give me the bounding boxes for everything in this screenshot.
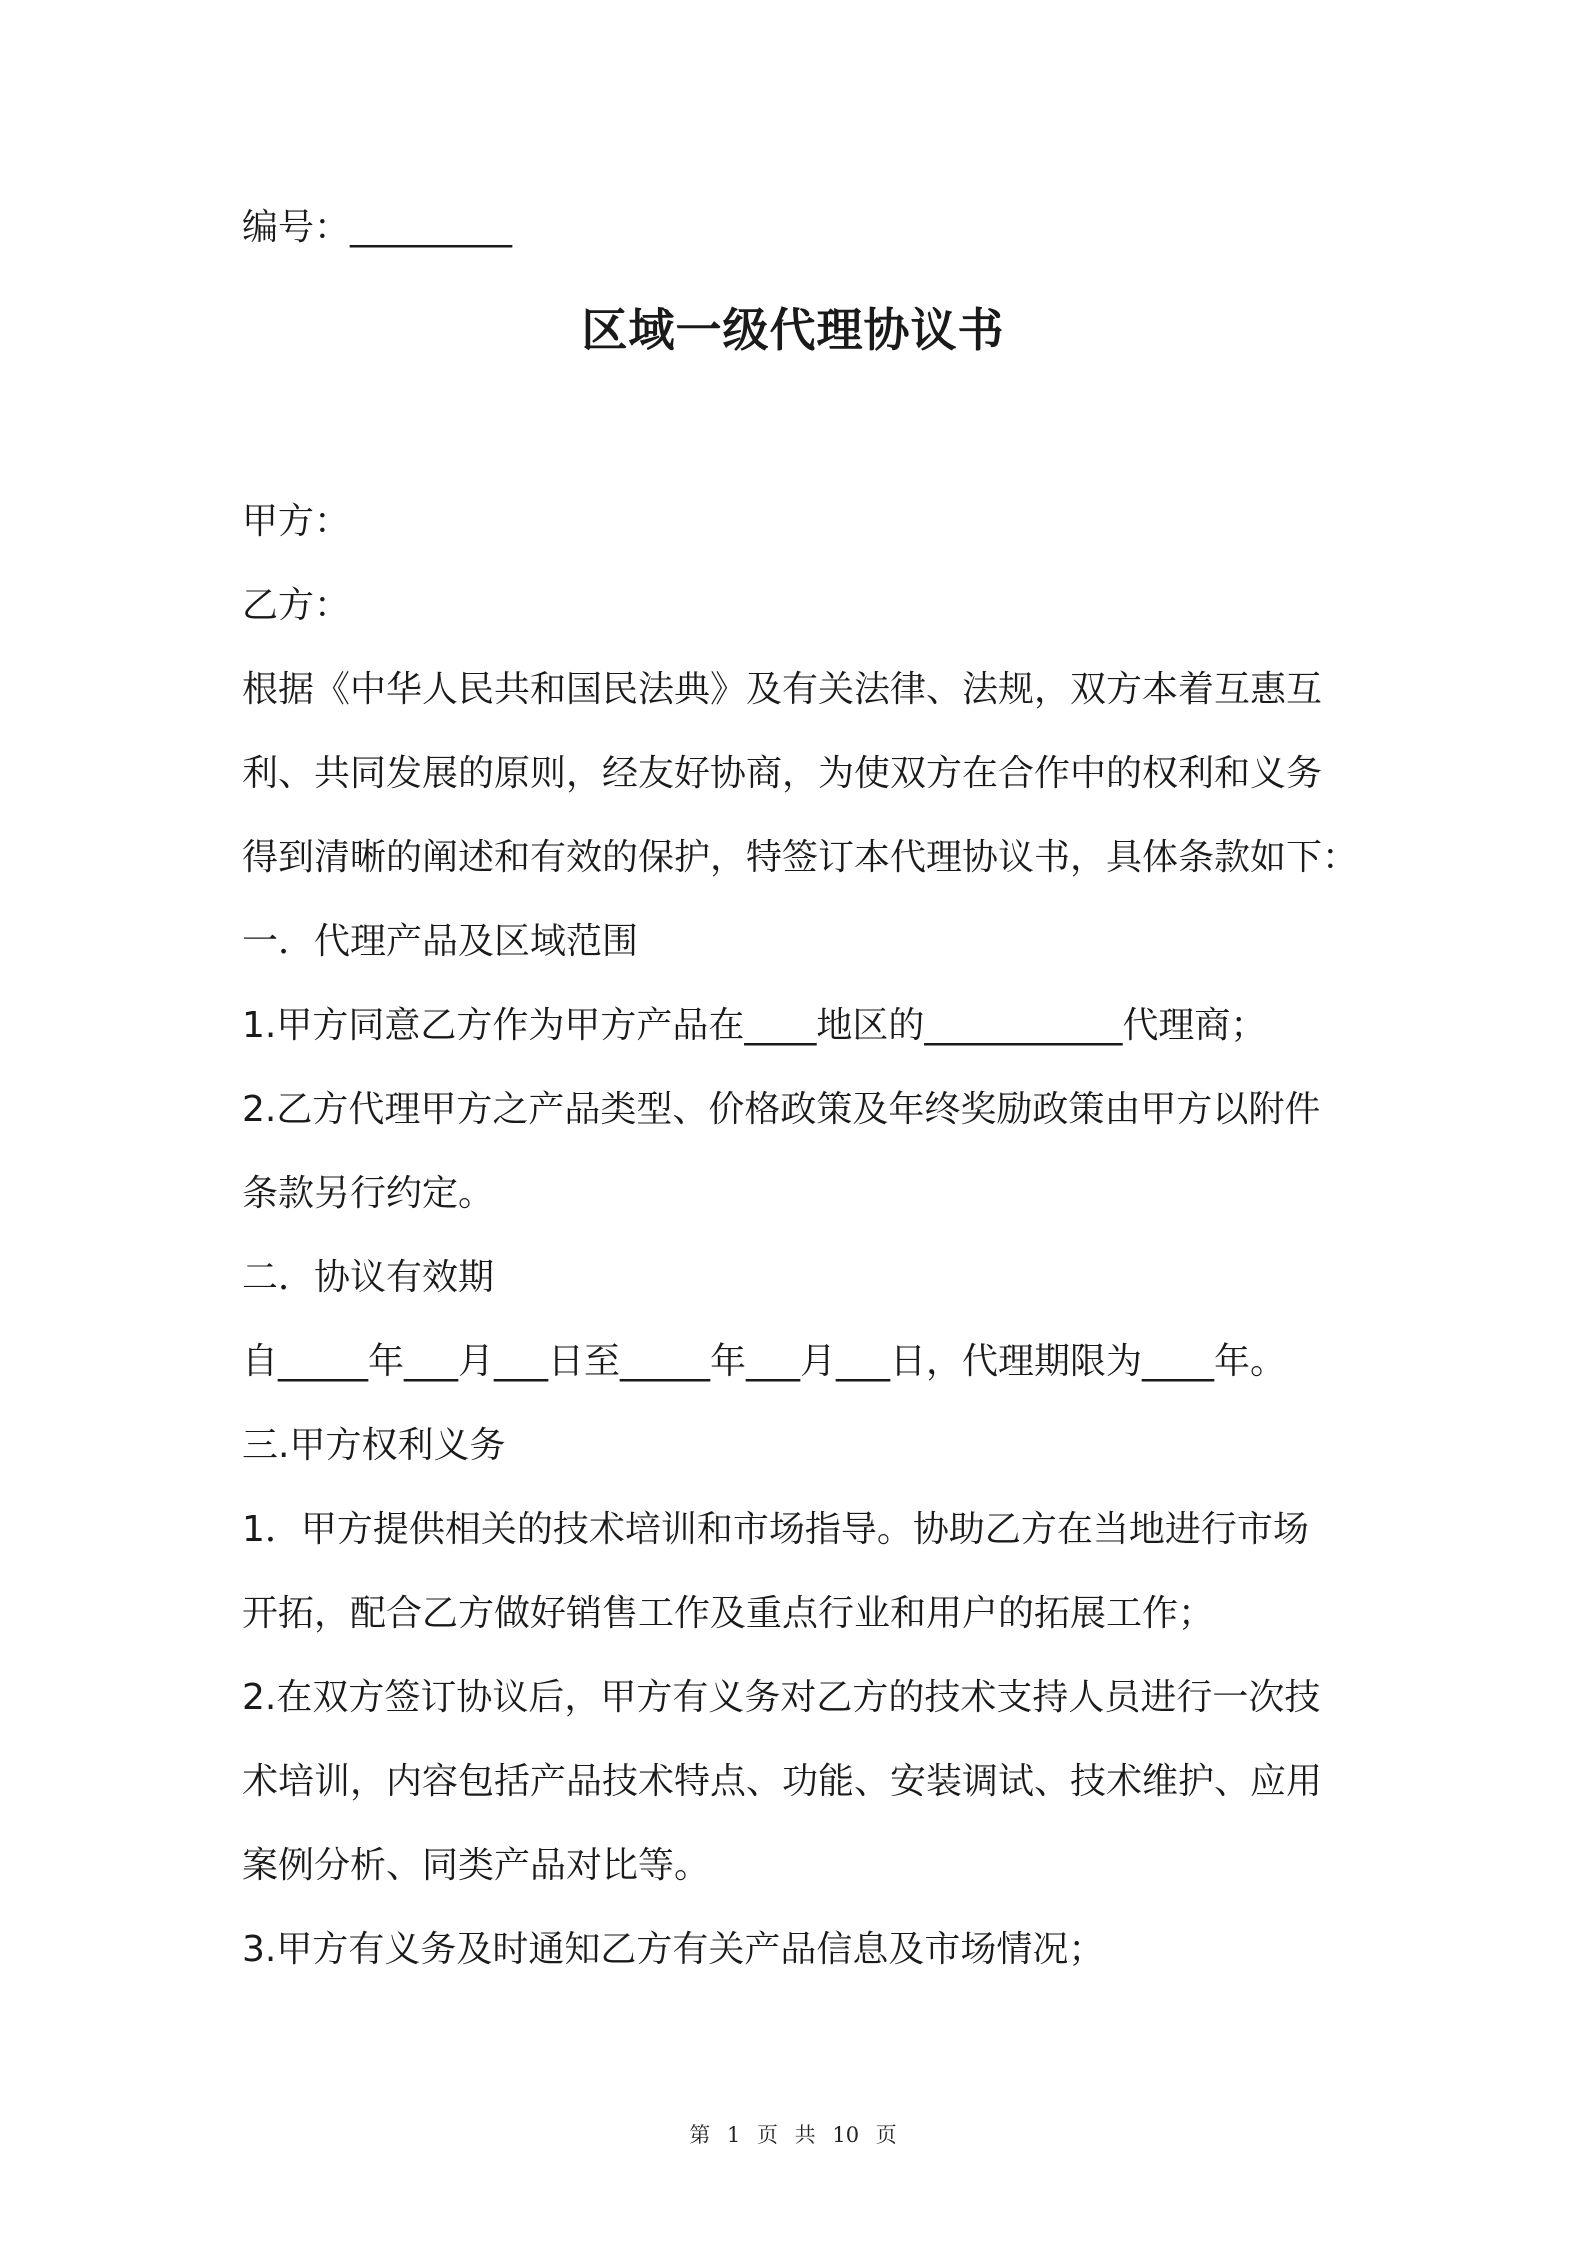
clause-1-2: 2.乙方代理甲方之产品类型、价格政策及年终奖励政策由甲方以附件 (242, 1089, 1321, 1130)
clause-3-1: 1．甲方提供相关的技术培训和市场指导。协助乙方在当地进行市场 (242, 1509, 1309, 1550)
clause-1-1: 1.甲方同意乙方作为甲方产品在____地区的___________代理商； (242, 1005, 1267, 1046)
section-heading-3: 三.甲方权利义务 (242, 1425, 506, 1466)
clause-3-2: 案例分析、同类产品对比等。 (242, 1845, 711, 1886)
validity-period-line: 自_____年___月___日至_____年___月___日，代理期限为____年。 (242, 1341, 1287, 1382)
clause-3-2: 2.在双方签订协议后，甲方有义务对乙方的技术支持人员进行一次技 (242, 1677, 1321, 1718)
document-title: 区域一级代理协议书 (581, 303, 1005, 357)
party-b-label: 乙方： (242, 585, 351, 626)
section-heading-2: 二．协议有效期 (242, 1257, 495, 1298)
clause-3-1: 开拓，配合乙方做好销售工作及重点行业和用户的拓展工作； (242, 1593, 1215, 1634)
preamble-line: 得到清晰的阐述和有效的保护，特签订本代理协议书，具体条款如下： (242, 837, 1359, 878)
clause-3-3: 3.甲方有义务及时通知乙方有关产品信息及市场情况； (242, 1929, 1105, 1970)
preamble-line: 利、共同发展的原则，经友好协商，为使双方在合作中的权利和义务 (242, 753, 1323, 794)
clause-3-2: 术培训，内容包括产品技术特点、功能、安装调试、技术维护、应用 (242, 1761, 1323, 1802)
serial-number: 编号：_________ (242, 207, 513, 248)
page-number-footer: 第 1 页 共 10 页 (689, 2123, 897, 2147)
clause-1-2: 条款另行约定。 (242, 1173, 495, 1214)
section-heading-1: 一．代理产品及区域范围 (242, 921, 639, 962)
preamble-line: 根据《中华人民共和国民法典》及有关法律、法规，双方本着互惠互 (242, 669, 1323, 710)
party-a-label: 甲方： (242, 501, 351, 542)
